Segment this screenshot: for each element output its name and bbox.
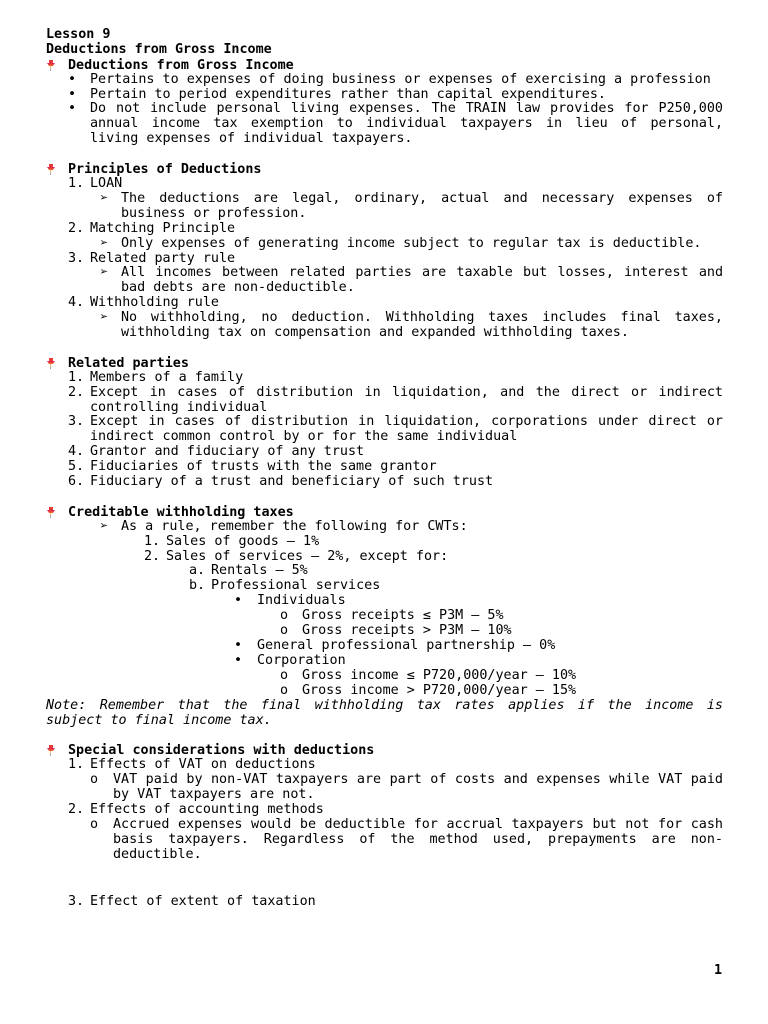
list-item: 1. Sales of goods – 1% [144, 533, 320, 549]
list-item: • Pertain to period expenditures rather than capital expenditures. [68, 86, 606, 102]
note-text: Note: Remember that the final withholding tax rates applies if the income is subject to final income tax. [46, 697, 723, 728]
list-item: 4. Grantor and fiduciary of any trust [68, 444, 365, 460]
section-heading: Related parties [46, 356, 723, 371]
list-item: 5. Fiduciaries of trusts with the same grantor [68, 459, 437, 475]
lesson-subtitle: Deductions from Gross Income [46, 41, 272, 57]
list-item: • General professional partnership – 0% [234, 638, 556, 654]
list-item: o Gross receipts ≤ P3M – 5% [280, 608, 504, 624]
list-item: ➢ As a rule, remember the following for CWTs: [100, 518, 468, 534]
list-item: 3. Except in cases of distribution in liquidation, corporations under direct or indirect common control by or for the same individual [68, 414, 723, 445]
list-item: 4. Withholding rule [68, 295, 219, 311]
list-item: • Corporation [234, 652, 346, 668]
list-item: o Gross income ≤ P720,000/year – 10% [280, 667, 577, 683]
list-item: 2. Matching Principle [68, 220, 236, 236]
list-item: 6. Fiduciary of a trust and beneficiary of such trust [68, 474, 494, 490]
document-page [46, 28, 723, 909]
page-number: 1 [714, 963, 723, 978]
list-item: ➢ No withholding, no deduction. Withholding taxes includes final taxes, withholding tax on compensation and expanded withholding taxes. [100, 310, 723, 341]
section-heading: Special considerations with deductions [46, 743, 723, 758]
list-item: ➢ Only expenses of generating income subject to regular tax is deductible. [100, 235, 702, 251]
lesson-title: Lesson 9 [46, 27, 111, 42]
pushpin-icon [46, 358, 56, 369]
list-item: b. Professional services [189, 578, 381, 594]
pushpin-icon [46, 507, 56, 518]
list-item: • Individuals [234, 593, 346, 609]
list-item: o Accrued expenses would be deductible for accrual taxpayers but not for cash basis taxpayers. Regardless of the method used, prepayments are non-deductible. [90, 816, 723, 862]
section-heading: Creditable withholding taxes [46, 505, 723, 520]
list-item: 2. Effects of accounting methods [68, 801, 324, 817]
list-item: o VAT paid by non-VAT taxpayers are part of costs and expenses while VAT paid by VAT taxpayers are not. [90, 772, 723, 803]
list-item: 2. Except in cases of distribution in liquidation, and the direct or indirect controlling individual [68, 384, 723, 415]
list-item: 1. Members of a family [68, 369, 244, 385]
list-item: • Do not include personal living expenses. The TRAIN law provides for P250,000 annual income tax exemption to individual taxpayers in lieu of personal, living expenses of individual taxpayers. [68, 101, 723, 147]
section-heading: Deductions from Gross Income [46, 58, 723, 73]
list-item: 2. Sales of services – 2%, except for: [144, 548, 449, 564]
list-item: 1. Effects of VAT on deductions [68, 757, 316, 773]
list-item: a. Rentals – 5% [189, 563, 308, 579]
section-heading: Principles of Deductions [46, 162, 723, 177]
pushpin-icon [46, 745, 56, 756]
pushpin-icon [46, 60, 56, 71]
list-item: 3. Related party rule [68, 250, 236, 266]
list-item: ➢ The deductions are legal, ordinary, actual and necessary expenses of business or profession. [100, 190, 723, 221]
list-item: o Gross receipts > P3M – 10% [280, 623, 512, 639]
list-item: 1. LOAN [68, 175, 123, 191]
list-item: o Gross income > P720,000/year – 15% [280, 682, 577, 698]
list-item: ➢ All incomes between related parties are taxable but losses, interest and bad debts are non-deductible. [100, 265, 723, 296]
pushpin-icon [46, 164, 56, 175]
list-item: • Pertains to expenses of doing business or expenses of exercising a profession [68, 71, 711, 87]
list-item: 3. Effect of extent of taxation [68, 893, 316, 909]
